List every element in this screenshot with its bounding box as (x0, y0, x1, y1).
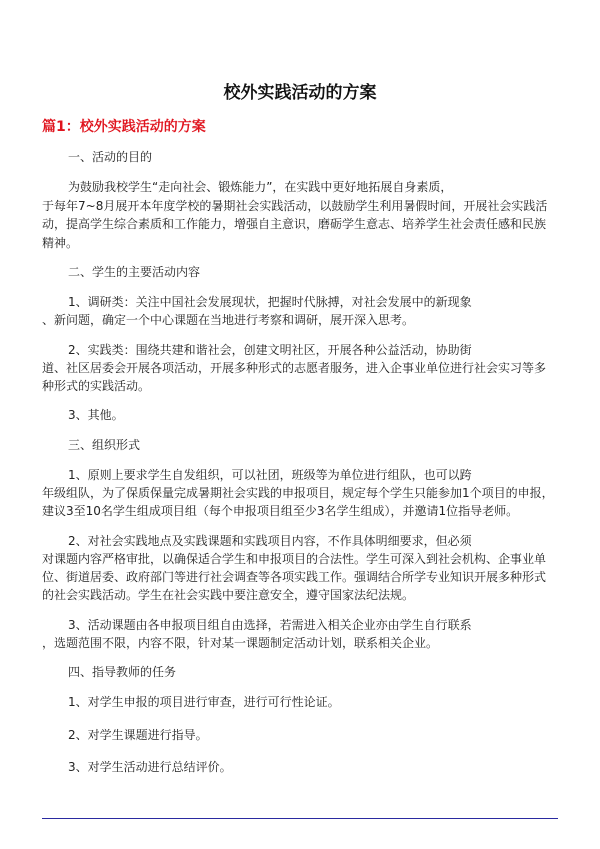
paragraph-line: 对课题内容严格审批，以确保适合学生和申报项目的合法性。学生可深入到社会机构、企事业单 (42, 552, 547, 566)
paragraph-line: 1、原则上要求学生自发组织，可以社团，班级等为单位进行组队，也可以跨 (68, 468, 472, 482)
section-subtitle: 篇1：校外实践活动的方案 (42, 119, 206, 135)
heading-purpose: 一、活动的目的 (68, 150, 153, 164)
paragraph-line: 2、对学生课题进行指导。 (68, 728, 208, 742)
footer-divider (42, 818, 558, 819)
paragraph-line: 精神。 (42, 236, 79, 250)
paragraph-line: 为鼓励我校学生“走向社会、锻炼能力”，在实践中更好地拓展自身素质， (68, 180, 453, 194)
paragraph-line: 道、社区居委会开展各项活动，开展多种形式的志愿者服务，进入企事业单位进行社会实习等多 (42, 361, 547, 375)
paragraph-line: 动，提高学生综合素质和工作能力，增强自主意识，磨砺学生意志、培养学生社会责任感和民族 (42, 217, 547, 231)
paragraph-line: 2、实践类：围绕共建和谐社会，创建文明社区，开展各种公益活动，协助街 (68, 343, 472, 357)
paragraph-line: 位、街道居委、政府部门等进行社会调查等各项实践工作。强调结合所学专业知识开展多种形式 (42, 570, 547, 584)
paragraph-line: 的社会实践活动。学生在社会实践中要注意安全，遵守国家法纪法规。 (42, 588, 415, 602)
paragraph-line: ，选题范围不限，内容不限，针对某一课题制定活动计划，联系相关企业。 (42, 636, 439, 650)
paragraph-line: 2、对社会实践地点及实践课题和实践项目内容，不作具体明细要求，但必须 (68, 534, 472, 548)
heading-teachers: 四、指导教师的任务 (68, 665, 177, 679)
paragraph-line: 1、对学生申报的项目进行审查，进行可行性论证。 (68, 695, 340, 709)
paragraph-line: 3、对学生活动进行总结评价。 (68, 760, 232, 774)
paragraph-line: 种形式的实践活动。 (42, 379, 151, 393)
paragraph-line: 1、调研类：关注中国社会发展现状，把握时代脉搏，对社会发展中的新现象 (68, 295, 472, 309)
paragraph-line: 于每年7~8月展开本年度学校的暑期社会实践活动，以鼓励学生利用暑假时间，开展社会实践活 (42, 199, 548, 213)
heading-activities: 二、学生的主要活动内容 (68, 265, 201, 279)
paragraph-line: 3、其他。 (68, 408, 124, 422)
paragraph-line: 、新问题，确定一个中心课题在当地进行考察和调研，展开深入思考。 (42, 313, 415, 327)
paragraph-line: 年级组队，为了保质保量完成暑期社会实践的申报项目，规定每个学生只能参加1个项目的申报， (42, 486, 554, 500)
paragraph-line: 建议3至10名学生组成项目组（每个申报项目组至少3名学生组成），并邀请1位指导老师。 (42, 504, 519, 518)
document-title: 校外实践活动的方案 (223, 83, 377, 103)
heading-organization: 三、组织形式 (68, 438, 141, 452)
paragraph-line: 3、活动课题由各申报项目组自由选择，若需进入相关企业亦由学生自行联系 (68, 618, 472, 632)
